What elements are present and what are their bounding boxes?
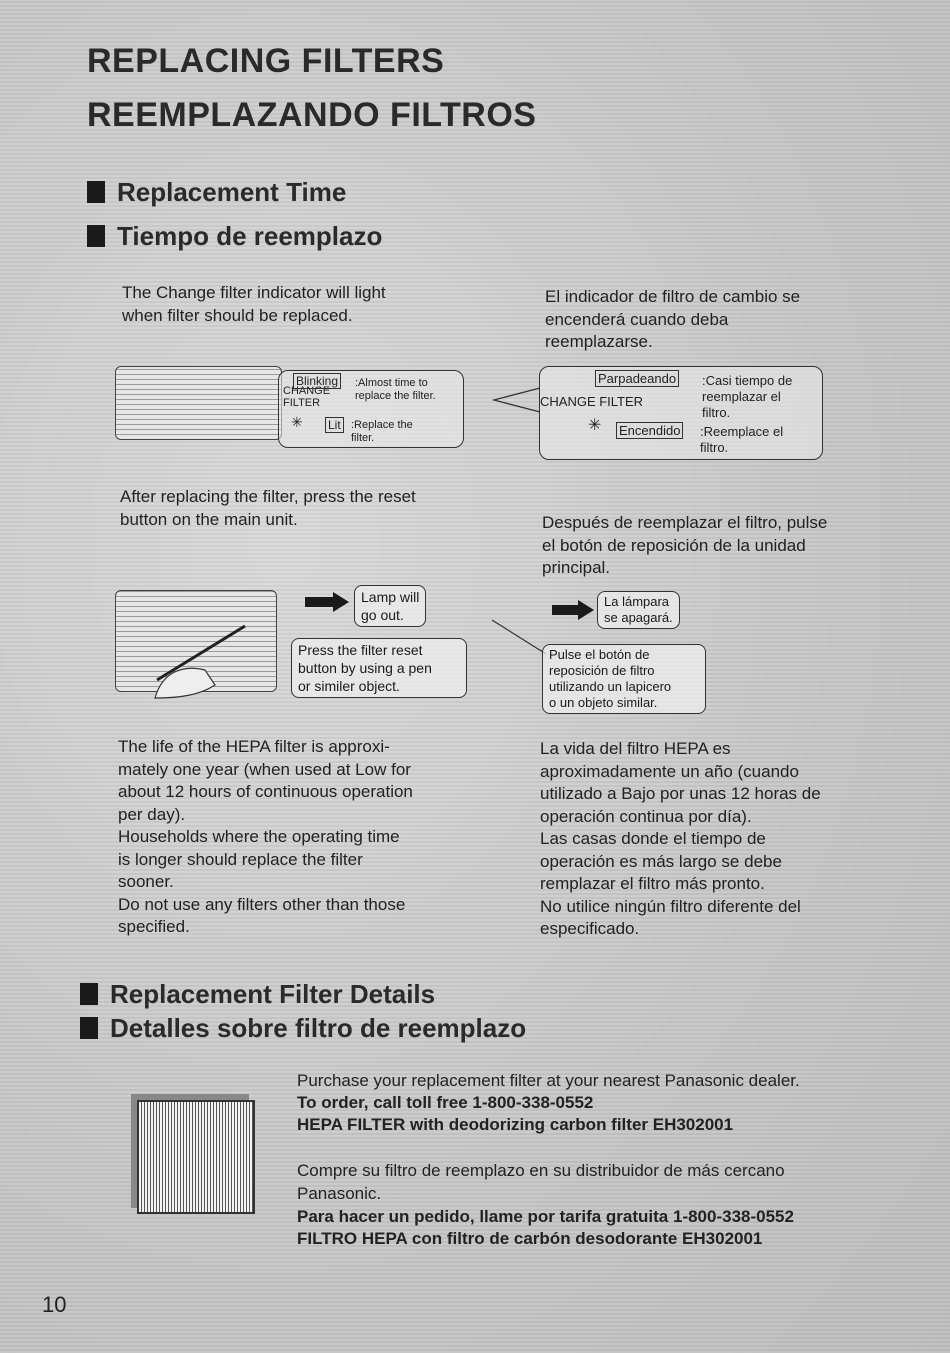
press-callout-es: Pulse el botón de reposición de filtro utilizando un lapicero o un objeto similar.: [542, 644, 706, 714]
model-text-en: HEPA FILTER with deodorizing carbon filter EH302001: [297, 1115, 734, 1134]
pointer-arrow-icon: [490, 618, 550, 658]
lamp-callout-es: La lámpara se apagará.: [597, 591, 680, 629]
parpadeando-label: [595, 372, 679, 386]
purchase-text-en: Purchase your replacement filter at your nearest Panasonic dealer.: [297, 1071, 800, 1090]
blinking-badge: Blinking: [293, 373, 341, 389]
indicator-panel-en: [278, 370, 464, 448]
order-text-en: To order, call toll free 1-800-338-0552: [297, 1093, 594, 1112]
parpadeando-badge: Parpadeando: [595, 370, 679, 387]
intro-text-en: The Change filter indicator will light when filter should be replaced.: [122, 283, 386, 325]
page-title-es: REEMPLAZANDO FILTROS: [87, 96, 537, 134]
section-heading-tiempo-reemplazo: [87, 220, 382, 252]
light-burst-icon: ✳: [588, 417, 602, 434]
change-filter-label: CHANGE FILTER: [283, 385, 331, 409]
lit-badge: Lit: [325, 417, 344, 433]
filter-life-text-en: The life of the HEPA filter is approxi- mately one year (when used at Low for about 12 hours of continuous operation per day). Households where the operating time is longer should replace the filter sooner. Do not use any filters other than those specified.: [118, 737, 413, 936]
arrow-icon: [305, 597, 333, 607]
lamp-callout-en: Lamp will go out.: [354, 585, 426, 627]
change-filter-label-es: CHANGE FILTER: [540, 394, 644, 409]
arrow-head-icon: [333, 592, 349, 612]
page-number: 10: [42, 1292, 67, 1317]
section-heading-filter-details: [80, 978, 435, 1010]
hepa-filter-illustration: [137, 1100, 255, 1214]
section-heading-text: Replacement Filter Details: [110, 979, 436, 1009]
lit-label: [325, 418, 344, 432]
arrow-head-icon: [578, 600, 594, 620]
bullet-icon: [87, 181, 105, 203]
encendido-badge: Encendido: [616, 422, 683, 439]
arrow-icon: [552, 605, 578, 615]
filter-life-text-es: La vida del filtro HEPA es aproximadamente un año (cuando utilizado a Bajo por unas 12 horas de operación continua por día). Las casas donde el tiempo de operación es más largo se debe remplazar el filtro más pronto. No utilice ningún filtro diferente del especificado.: [540, 739, 821, 938]
model-text-es: FILTRO HEPA con filtro de carbón desodorante EH302001: [297, 1229, 763, 1248]
section-heading-replacement-time: [87, 176, 346, 208]
reset-text-es: Después de reemplazar el filtro, pulse el botón de reposición de la unidad principal.: [542, 513, 828, 577]
indicator-panel-es: [539, 366, 823, 460]
section-heading-detalles-filtro: [80, 1012, 526, 1044]
blinking-text: :Almost time to replace the filter.: [355, 377, 436, 402]
intro-text-es: El indicador de filtro de cambio se encenderá cuando deba reemplazarse.: [545, 287, 801, 351]
encendido-text: :Reemplace el filtro.: [700, 424, 784, 455]
bullet-icon: [80, 983, 98, 1005]
order-text-es: Para hacer un pedido, llame por tarifa gratuita 1-800-338-0552: [297, 1207, 794, 1226]
purchase-text-es: Compre su filtro de reemplazo en su distribuidor de más cercano Panasonic.: [297, 1161, 785, 1203]
lit-text: :Replace the filter.: [351, 419, 413, 444]
section-heading-text: Replacement Time: [117, 177, 347, 207]
light-burst-icon: ✳: [291, 414, 303, 430]
press-callout-en: Press the filter reset button by using a pen or similer object.: [291, 638, 467, 698]
blinking-label: [293, 374, 341, 388]
pointer-arrow-icon: [492, 384, 542, 414]
bullet-icon: [80, 1017, 98, 1039]
hand-with-pen-icon: [145, 610, 265, 700]
section-heading-text: Detalles sobre filtro de reemplazo: [110, 1013, 527, 1043]
page-title-en: REPLACING FILTERS: [87, 42, 445, 80]
encendido-label: [616, 424, 683, 438]
parpadeando-text: :Casi tiempo de reemplazar el filtro.: [702, 373, 793, 420]
section-heading-text: Tiempo de reemplazo: [117, 221, 383, 251]
bullet-icon: [87, 225, 105, 247]
reset-text-en: After replacing the filter, press the reset button on the main unit.: [120, 487, 416, 529]
air-purifier-unit-illustration: [115, 366, 282, 440]
